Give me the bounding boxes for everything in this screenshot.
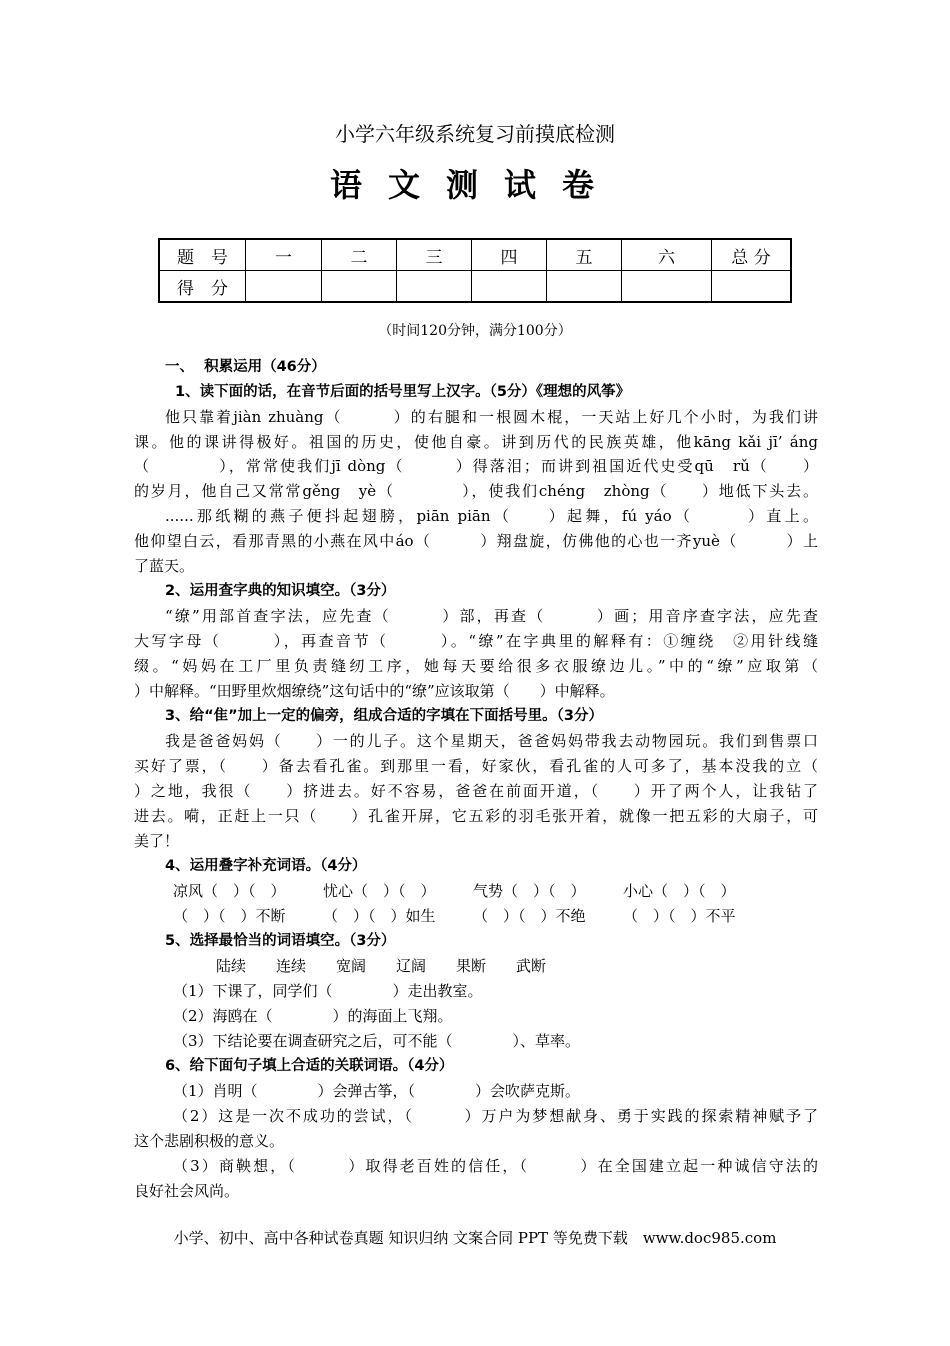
score-cell[interactable] xyxy=(547,271,622,303)
text-line: 我是爸爸妈妈（ ）一的儿子。这个星期天，爸爸妈妈带我去动物园玩。我们到售票口 xyxy=(165,732,818,750)
question-title: 6、给下面句子填上合适的关联词语。（4分） xyxy=(165,1058,454,1074)
text-line: （2）海鸥在（ ）的海面上飞翔。 xyxy=(173,1007,453,1025)
text-line: ......那纸糊的燕子便抖起翅膀，piān piān（ ）起舞，fú yáo（ ）直上。 xyxy=(165,507,818,525)
section-heading: 一、 积累运用（46分） xyxy=(165,359,326,375)
text-line: （1）下课了，同学们（ ）走出教室。 xyxy=(173,982,483,1000)
question-title: 1、读下面的话，在音节后面的括号里写上汉字。（5分）《理想的风筝》 xyxy=(175,384,631,400)
text-line: （ ），常常使我们jī dòng（ ）得落泪；而讲到祖国近代史受qū rǔ（ ） xyxy=(134,457,818,475)
score-cell[interactable] xyxy=(246,271,322,303)
exam-title: 语文测试卷 xyxy=(329,166,620,204)
table-cell: 一 xyxy=(246,239,322,271)
score-cell[interactable] xyxy=(622,271,712,303)
text-line: 这个悲剧积极的意义。 xyxy=(134,1132,285,1150)
question-title: 2、运用查字典的知识填空。（3分） xyxy=(165,583,396,599)
text-line: （1）肖明（ ）会弹古筝，（ ）会吹萨克斯。 xyxy=(173,1082,581,1100)
text-line: 缀。“妈妈在工厂里负责缝纫工序，她每天要给很多衣服缭边儿。”中的“缭”应取第（ xyxy=(134,657,818,675)
table-row xyxy=(159,239,791,271)
score-cell[interactable] xyxy=(322,271,397,303)
score-cell[interactable] xyxy=(472,271,547,303)
text-line: （2）这是一次不成功的尝试，（ ）万户为梦想献身、勇于实践的探索精神赋予了 xyxy=(173,1107,818,1125)
table-cell: 得 分 xyxy=(159,271,246,303)
word-bank: 陆续 连续 宽阔 辽阔 果断 武断 xyxy=(216,957,547,975)
text-line: ）之地，我很（ ）挤进去。好不容易，爸爸在前面开道，（ ）开了两个人，让我钻了 xyxy=(134,782,818,800)
text-line: （ ）（ ）不断 （ ）（ ）如生 （ ）（ ）不绝 （ ）（ ）不平 xyxy=(173,907,736,925)
text-line: “缭”用部首查字法，应先查（ ）部，再查（ ）画；用音序查字法，应先查 xyxy=(165,607,818,625)
score-cell[interactable] xyxy=(397,271,472,303)
text-line: ）中解释。“田野里炊烟缭绕”这句话中的“缭”应该取第（ ）中解释。 xyxy=(134,682,615,700)
table-cell: 二 xyxy=(322,239,397,271)
text-line: 进去。嗬，正赶上一只（ ）孔雀开屏，它五彩的羽毛张开着，就像一把五彩的大扇子，可 xyxy=(134,807,818,825)
table-cell: 三 xyxy=(397,239,472,271)
text-line: 买好了票，（ ）备去看孔雀。到那里一看，好家伙，看孔雀的人可多了，基本没我的立（ xyxy=(134,757,818,775)
text-line: 大写字母（ ），再查音节（ ）。“缭”在字典里的解释有：①缠绕 ②用针线缝 xyxy=(134,632,818,650)
text-line: 课。他的课讲得极好。祖国的历史，使他自豪。讲到历代的民族英雄，他kāng kǎi jī’ áng xyxy=(134,433,818,451)
exam-subtitle: 小学六年级系统复习前摸底检测 xyxy=(335,122,615,146)
text-line: 凉风（ ）（ ） 忧心（ ）（ ） 气势（ ）（ ） 小心（ ）（ ） xyxy=(173,882,736,900)
question-title: 4、运用叠字补充词语。（4分） xyxy=(165,858,367,874)
footer-link[interactable]: 小学、初中、高中各种试卷真题 知识归纳 文案合同 PPT 等免费下载 www.doc985.com xyxy=(173,1229,777,1247)
table-cell: 五 xyxy=(547,239,622,271)
text-line: 良好社会风尚。 xyxy=(134,1182,240,1200)
question-title: 5、选择最恰当的词语填空。（3分） xyxy=(165,933,396,949)
text-line: 他仰望白云，看那青黑的小燕在风中áo（ ）翔盘旋，仿佛他的心也一齐yuè（ ）上 xyxy=(134,532,818,550)
score-table xyxy=(158,238,792,303)
text-line: （3）下结论要在调查研究之后，可不能（ ）、草率。 xyxy=(173,1032,581,1050)
table-row xyxy=(159,271,791,303)
table-cell: 总 分 xyxy=(712,239,792,271)
text-line: 美了！ xyxy=(134,832,180,850)
time-note: （时间120分钟，满分100分） xyxy=(378,323,572,339)
table-cell: 四 xyxy=(472,239,547,271)
text-line: 他只靠着jiàn zhuàng（ ）的右腿和一根圆木棍，一天站上好几个小时，为我们讲 xyxy=(165,408,818,426)
score-cell[interactable] xyxy=(712,271,792,303)
table-cell: 题 号 xyxy=(159,239,246,271)
text-line: （3）商鞅想，（ ）取得老百姓的信任，（ ）在全国建立起一种诚信守法的 xyxy=(173,1157,818,1175)
text-line: 了蓝天。 xyxy=(134,557,195,575)
text-line: 的岁月，他自己又常常gěng yè（ ），使我们chéng zhòng（ ）地低下头去。 xyxy=(134,482,818,500)
question-title: 3、给“隹”加上一定的偏旁，组成合适的字填在下面括号里。（3分） xyxy=(165,708,603,724)
table-cell: 六 xyxy=(622,239,712,271)
